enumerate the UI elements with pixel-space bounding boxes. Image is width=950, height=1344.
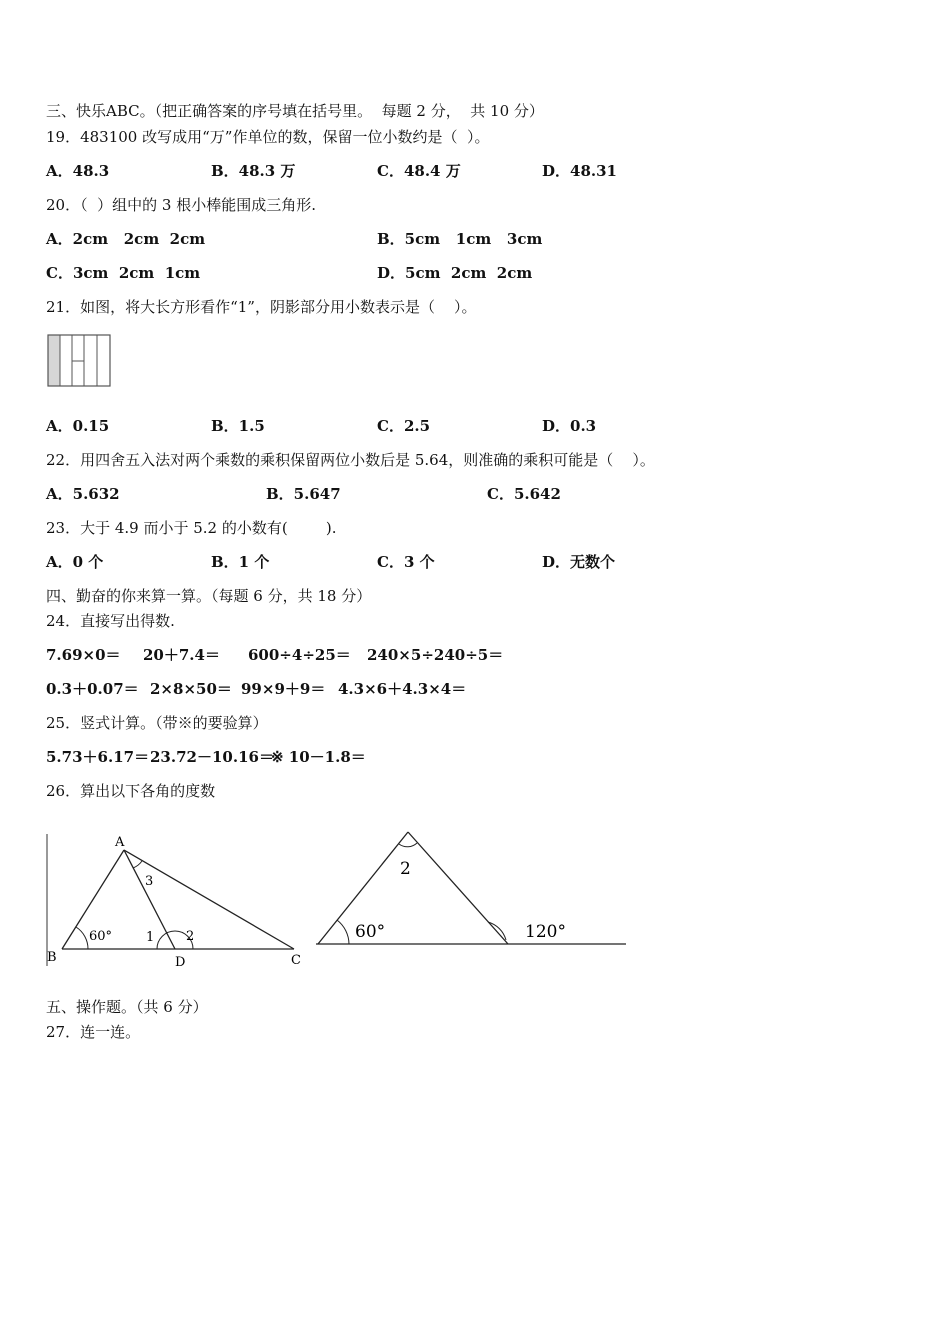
q24-calc: 0.3＋0.07＝ xyxy=(46,680,139,698)
q23-option-b: B．1 个 xyxy=(211,553,270,571)
q21-option-c: C．2.5 xyxy=(377,417,431,435)
q19-option-d: D．48.31 xyxy=(542,162,617,180)
label-d: D xyxy=(175,955,186,970)
q19-option-c: C．48.4 万 xyxy=(377,162,461,180)
label-b: B xyxy=(47,950,57,965)
q21-option-b: B．1.5 xyxy=(211,417,265,435)
angle-label-60: 60° xyxy=(355,922,386,942)
angle-label-1: 1 xyxy=(146,930,155,945)
q21-option-a: A．0.15 xyxy=(46,417,110,435)
q20-option-d: D．5cm 2cm 2cm xyxy=(377,264,533,282)
q21-shaded-strip xyxy=(48,335,60,386)
q23-option-d: D．无数个 xyxy=(542,553,616,571)
q24-calc: 99×9＋9＝ xyxy=(241,680,326,698)
q19-option-a: A．48.3 xyxy=(46,162,110,180)
q21-rectangle-figure xyxy=(47,334,111,387)
q24-calc: 2×8×50＝ xyxy=(150,680,232,698)
question-20-stem: 20．（ ）组中的 3 根小棒能围成三角形. xyxy=(46,196,316,214)
q24-calc: 4.3×6＋4.3×4＝ xyxy=(338,680,467,698)
q21-option-d: D．0.3 xyxy=(542,417,597,435)
q22-option-a: A．5.632 xyxy=(46,485,120,503)
question-25-stem: 25．竖式计算。（带※的要验算） xyxy=(46,714,268,732)
q26-triangle-figure-2 xyxy=(312,820,630,955)
label-a: A xyxy=(115,835,125,850)
section-3-heading: 三、快乐ABC。（把正确答案的序号填在括号里。 每题 2 分， 共 10 分） xyxy=(46,102,544,120)
q22-option-c: C．5.642 xyxy=(487,485,561,503)
question-22-stem: 22．用四舍五入法对两个乘数的乘积保留两位小数后是 5.64，则准确的乘积可能是（ ）。 xyxy=(46,451,655,469)
q25-calc: 5.73＋6.17＝ xyxy=(46,748,150,766)
q24-calc: 600÷4÷25＝ xyxy=(248,646,351,664)
angle-label-2: 2 xyxy=(400,859,411,879)
q19-option-b: B．48.3 万 xyxy=(211,162,296,180)
q24-calc: 240×5÷240÷5＝ xyxy=(367,646,504,664)
label-c: C xyxy=(291,953,301,968)
question-23-stem: 23．大于 4.9 而小于 5.2 的小数有( ). xyxy=(46,519,337,537)
q20-option-c: C．3cm 2cm 1cm xyxy=(46,264,201,282)
q23-option-c: C．3 个 xyxy=(377,553,435,571)
q23-option-a: A．0 个 xyxy=(46,553,104,571)
question-21-stem: 21．如图，将大长方形看作“1”，阴影部分用小数表示是（ ）。 xyxy=(46,298,477,316)
question-19-stem: 19．483100 改写成用“万”作单位的数，保留一位小数约是（ ）。 xyxy=(46,128,490,146)
angle-label-2: 2 xyxy=(186,929,195,944)
question-26-stem: 26．算出以下各角的度数 xyxy=(46,782,216,800)
q25-calc: 23.72－10.16＝ xyxy=(150,748,274,766)
angle-label-60: 60° xyxy=(89,929,113,944)
angle-label-120: 120° xyxy=(525,922,566,942)
q20-option-b: B．5cm 1cm 3cm xyxy=(377,230,543,248)
question-24-stem: 24．直接写出得数. xyxy=(46,612,175,630)
q24-calc: 20＋7.4＝ xyxy=(143,646,220,664)
question-27-stem: 27．连一连。 xyxy=(46,1023,141,1041)
section-4-heading: 四、勤奋的你来算一算。（每题 6 分，共 18 分） xyxy=(46,587,372,605)
section-5-heading: 五、操作题。（共 6 分） xyxy=(46,998,208,1016)
q20-option-a: A．2cm 2cm 2cm xyxy=(46,230,206,248)
q26-triangle-figure-1 xyxy=(44,830,306,972)
q22-option-b: B．5.647 xyxy=(266,485,341,503)
angle-label-3: 3 xyxy=(145,874,154,889)
right-side xyxy=(408,832,508,944)
q24-calc: 7.69×0＝ xyxy=(46,646,121,664)
q25-calc: ※ 10－1.8＝ xyxy=(271,748,366,766)
